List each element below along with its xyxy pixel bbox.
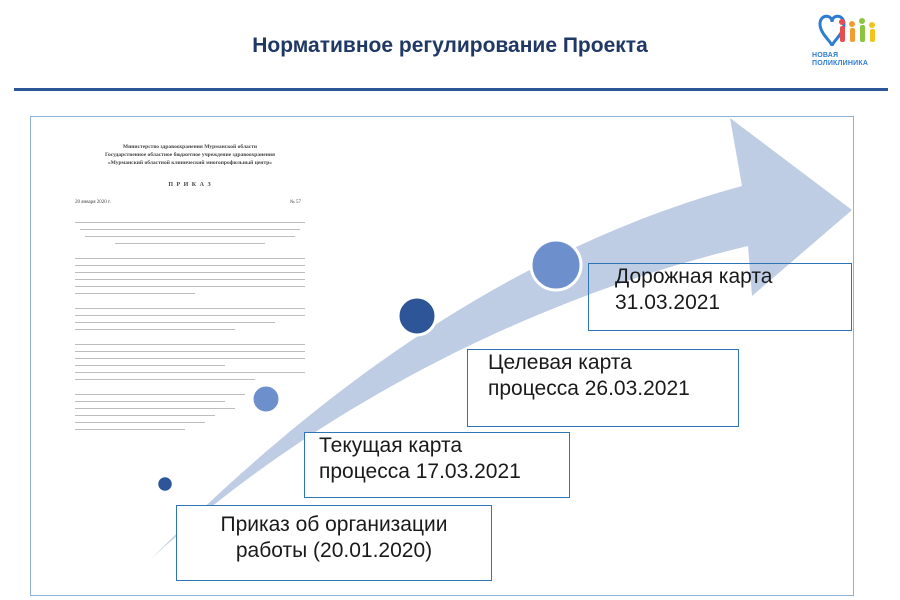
milestone-4-line1: Дорожная карта <box>615 265 773 288</box>
logo-text-line2: ПОЛИКЛИНИКА <box>812 60 869 67</box>
milestone-dot-1 <box>157 476 173 492</box>
milestone-dot-2 <box>252 385 280 413</box>
milestone-3-line1: Целевая карта <box>488 351 632 374</box>
milestone-1-line2: работы (20.01.2020) <box>235 539 433 562</box>
milestone-2-line1: Текущая карта <box>319 434 463 457</box>
doc-order-heading: П Р И К А З <box>168 182 212 188</box>
doc-header-2: Государственное областное бюджетное учреждение здравоохранения <box>104 152 276 158</box>
milestone-3-line2: процесса 26.03.2021 <box>488 377 690 400</box>
doc-date: 20 января 2020 г. <box>75 200 111 205</box>
milestone-dot-3 <box>398 297 436 335</box>
milestone-box-3 <box>467 349 739 427</box>
logo-text-line1: НОВАЯ <box>812 52 839 59</box>
milestone-box-4 <box>588 263 852 331</box>
milestone-dot-4 <box>531 240 581 290</box>
doc-header-1: Министерство здравоохранения Мурманской области <box>122 144 258 150</box>
doc-number: № 57 <box>290 200 302 205</box>
milestone-box-1 <box>176 505 492 581</box>
milestone-2-line2: процесса 17.03.2021 <box>319 460 521 483</box>
doc-header-3: «Мурманский областной клинический многопрофильный центр» <box>107 160 273 166</box>
milestone-box-2 <box>304 432 570 498</box>
slide-title: Нормативное регулирование Проекта <box>252 34 648 57</box>
milestone-1-line1: Приказ об организации <box>220 513 448 536</box>
milestone-4-line2: 31.03.2021 <box>615 291 721 314</box>
